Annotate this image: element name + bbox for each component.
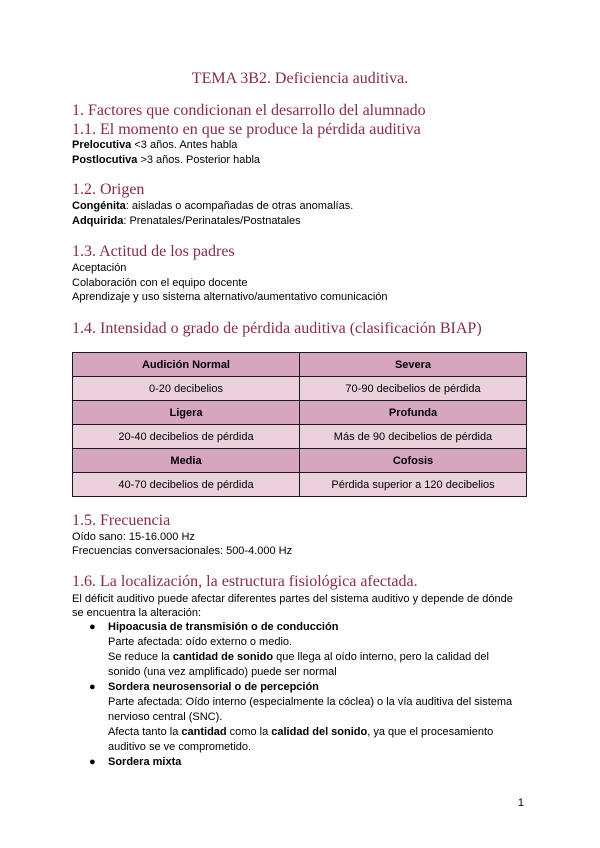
- table-header-cell: Profunda: [300, 401, 527, 425]
- list-item: [72, 620, 532, 680]
- actitud-line: Colaboración con el equipo docente: [72, 277, 248, 289]
- table-row: [73, 473, 527, 497]
- table-header-cell: Audición Normal: [73, 353, 300, 377]
- postlocutiva-line: Postlocutiva >3 años. Posterior habla: [72, 154, 261, 166]
- adquirida-line: Adquirida: Prenatales/Perinatales/Postnatales: [72, 215, 301, 227]
- frecuencia-line: Frecuencias conversacionales: 500-4.000 Hz: [72, 545, 293, 557]
- list-item-text: nervioso central (SNC).: [108, 711, 223, 723]
- section-1-3-heading: 1.3. Actitud de los padres: [72, 243, 235, 260]
- table-row: [73, 425, 527, 449]
- bullet-icon: ●: [89, 621, 96, 633]
- table-row: [73, 353, 527, 377]
- section-1-6-heading: 1.6. La localización, la estructura fisiológica afectada.: [72, 573, 418, 590]
- document-title: TEMA 3B2. Deficiencia auditiva.: [191, 70, 409, 87]
- list-item-text: Se reduce la cantidad de sonido que llega al oído interno, pero la calidad del: [108, 651, 489, 663]
- biap-table: [72, 352, 527, 497]
- list-item-text: Parte afectada: oído externo o medio.: [108, 636, 293, 648]
- section-1-2-heading: 1.2. Origen: [72, 181, 145, 198]
- list-item-title: Sordera neurosensorial o de percepción: [108, 681, 319, 693]
- table-cell: Más de 90 decibelios de pérdida: [300, 425, 527, 449]
- bullet-icon: ●: [89, 681, 96, 693]
- table-cell: 20-40 decibelios de pérdida: [73, 425, 300, 449]
- localizacion-list: [72, 620, 532, 770]
- table-header-cell: Ligera: [73, 401, 300, 425]
- prelocutiva-line: Prelocutiva <3 años. Antes habla: [72, 139, 238, 151]
- list-item-title: Sordera mixta: [108, 756, 182, 768]
- list-item-text: sonido (una vez amplificado) puede ser normal: [108, 666, 337, 678]
- table-row: [73, 401, 527, 425]
- list-item-title: Hipoacusia de transmisión o de conducción: [108, 621, 339, 633]
- list-item: [72, 680, 532, 755]
- list-item-text: Parte afectada: Oído interno (especialmente la cóclea) o la vía auditiva del sistema: [108, 696, 513, 708]
- list-item-text: auditivo se ve comprometido.: [108, 741, 252, 753]
- table-row: [73, 449, 527, 473]
- page-number: 1: [517, 797, 524, 809]
- localizacion-intro: El déficit auditivo puede afectar diferentes partes del sistema auditivo y depende de dónde: [72, 593, 513, 605]
- table-header-cell: Media: [73, 449, 300, 473]
- table-cell: 70-90 decibelios de pérdida: [300, 377, 527, 401]
- list-item-text: Afecta tanto la cantidad como la calidad del sonido, ya que el procesamiento: [108, 726, 494, 738]
- congenita-line: Congénita: aisladas o acompañadas de otras anomalías.: [72, 200, 354, 212]
- bullet-icon: ●: [89, 756, 96, 768]
- list-item: [72, 755, 532, 770]
- frecuencia-line: Oído sano: 15-16.000 Hz: [72, 531, 195, 543]
- actitud-line: Aceptación: [72, 262, 127, 274]
- localizacion-intro: se encuentra la alteración:: [72, 607, 202, 619]
- section-1-heading: 1. Factores que condicionan el desarrollo del alumnado: [72, 102, 426, 119]
- section-1-4-heading: 1.4. Intensidad o grado de pérdida auditiva (clasificación BIAP): [72, 320, 482, 337]
- table-row: [73, 377, 527, 401]
- section-1-1-heading: 1.1. El momento en que se produce la pérdida auditiva: [72, 121, 421, 138]
- table-header-cell: Cofosis: [300, 449, 527, 473]
- actitud-line: Aprendizaje y uso sistema alternativo/aumentativo comunicación: [72, 291, 388, 303]
- table-cell: 0-20 decibelios: [73, 377, 300, 401]
- section-1-5-heading: 1.5. Frecuencia: [72, 512, 171, 529]
- table-header-cell: Severa: [300, 353, 527, 377]
- table-cell: Pérdida superior a 120 decibelios: [300, 473, 527, 497]
- table-cell: 40-70 decibelios de pérdida: [73, 473, 300, 497]
